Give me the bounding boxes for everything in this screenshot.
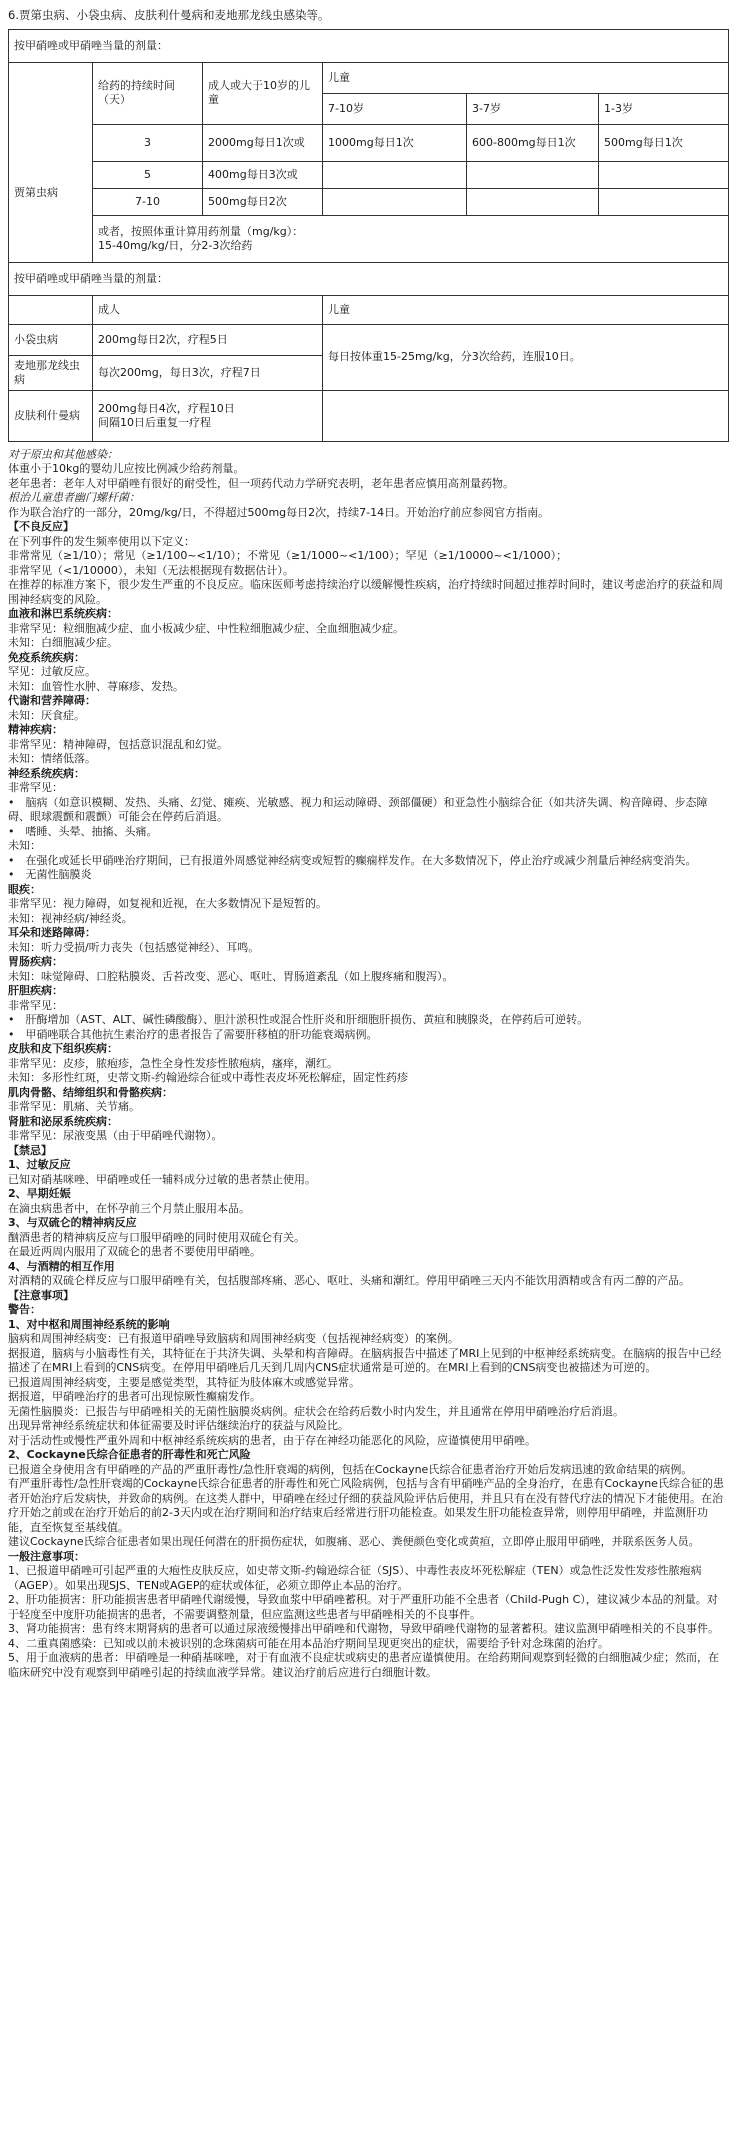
subheading: 精神疾病：	[8, 723, 63, 736]
child-dose-cell	[599, 188, 729, 215]
child-dose-cell	[323, 161, 467, 188]
paragraph: 5、用于血液病的患者：甲硝唑是一种硝基咪唑，对于有血液不良症状或病史的患者应谨慎使用。在给药期间观察到轻微的白细胞减少症；然而，在临床研究中没有观察到甲硝唑引起的持续血液学异常。建议治疗前后应进行白细胞计数。	[8, 1651, 719, 1679]
age-7-10: 7-10岁	[323, 93, 467, 124]
dosage-table	[8, 29, 729, 442]
col-duration: 给药的持续时间（天）	[93, 62, 203, 124]
paragraph: 未知：白细胞减少症。	[8, 636, 118, 649]
subheading-protozoa: 对于原虫和其他感染：	[8, 447, 118, 461]
subheading: 眼疾：	[8, 882, 41, 896]
paragraph: 已知对硝基咪唑、甲硝唑或任一辅料成分过敏的患者禁止使用。	[8, 1172, 316, 1186]
bullet-item: • 脑病（如意识模糊、发热、头痛、幻觉、瘫痪、光敏感、视力和运动障碍、颈部僵硬）和亚急性小脑综合征（如共济失调、构音障碍、步态障碍、眼球震颤和震颤）可能会在停药后消退。	[8, 795, 708, 823]
col-child: 儿童	[323, 62, 729, 93]
paragraph: 未知：味觉障碍、口腔粘膜炎、舌苔改变、恶心、呕吐、胃肠道紊乱（如上腹疼痛和腹泻）。	[8, 969, 454, 983]
paragraph: 罕见：过敏反应。	[8, 665, 96, 678]
weight-dose-line-2: 15-40mg/kg/日，分2-3次给药	[98, 238, 253, 252]
paragraph: 未知：多形性红斑，史蒂文斯-约翰逊综合征或中毒性表皮坏死松解症，固定性药疹	[8, 1071, 408, 1084]
paragraph: 非常罕见：视力障碍，如复视和近视，在大多数情况下是短暂的。	[8, 897, 327, 910]
leish-dose-line-2: 间隔10日后重复一疗程	[98, 415, 211, 429]
table-header-1: 按甲硝唑或甲硝唑当量的剂量：	[9, 29, 729, 62]
subheading: 代谢和营养障碍：	[8, 694, 96, 707]
paragraph: 2、肝功能损害：肝功能损害患者甲硝唑代谢缓慢，导致血浆中甲硝唑蓄积。对于严重肝功能不全患者（Child-Pugh C），建议减少本品的剂量。对于轻度至中度肝功能损害的患者，不需要调整剂量，但应监测这些患者与甲硝唑相关的不良事件。	[8, 1593, 718, 1621]
age-1-3: 1-3岁	[599, 93, 729, 124]
paragraph: 在下列事件的发生频率使用以下定义：	[8, 534, 195, 548]
paragraph: 非常罕见：尿液变黑（由于甲硝唑代谢物）。	[8, 1129, 223, 1142]
section-contraindications: 【禁忌】	[8, 1143, 52, 1157]
child-dose-cell: 1000mg每日1次	[323, 124, 467, 161]
blank-cell	[9, 295, 93, 324]
child-dose-cell	[467, 188, 599, 215]
subheading: 1、过敏反应	[8, 1158, 71, 1171]
subheading-hpylori: 根治儿童患者幽门螺杆菌：	[8, 491, 140, 504]
paragraph: 对于活动性或慢性严重外周和中枢神经系统疾病的患者，由于存在神经功能恶化的风险，应谨慎使用甲硝唑。	[8, 1433, 536, 1447]
bullet-item: • 无菌性脑膜炎	[8, 868, 92, 881]
paragraph: 在推荐的标准方案下，很少发生严重的不良反应。临床医师考虑持续治疗以缓解慢性疾病，治疗持续时间超过推荐时间时，建议考虑治疗的获益和周围神经病变的风险。	[8, 578, 723, 606]
col-child-2: 儿童	[323, 295, 729, 324]
section-precautions: 【注意事项】	[8, 1288, 74, 1302]
bullet-item: • 甲硝唑联合其他抗生素治疗的患者报告了需要肝移植的肝功能衰竭病例。	[8, 1027, 378, 1041]
child-dose-cell	[323, 188, 467, 215]
paragraph: 出现异常神经系统症状和体征需要及时评估继续治疗的获益与风险比。	[8, 1419, 349, 1432]
paragraph: 未知：血管性水肿、荨麻疹、发热。	[8, 679, 184, 693]
disease-giardiasis: 贾第虫病	[9, 124, 93, 262]
paragraph: 非常罕见：	[8, 998, 63, 1012]
paragraph: 在最近两周内服用了双硫仑的患者不要使用甲硝唑。	[8, 1245, 261, 1258]
weight-dose-cell	[93, 215, 729, 262]
subheading: 皮肤和皮下组织疾病：	[8, 1042, 118, 1055]
leish-dose-line-1: 200mg每日4次，疗程10日	[98, 401, 235, 415]
paragraph: 非常罕见（<1/10000），未知（无法根据现有数据估计）。	[8, 563, 294, 577]
adult-dose-cell: 400mg每日3次或	[203, 161, 323, 188]
paragraph: 非常罕见：	[8, 781, 63, 794]
paragraph: 非常罕见：皮疹，脓疱疹，急性全身性发疹性脓疱病，瘙痒，潮红。	[8, 1056, 338, 1070]
paragraph: 3、肾功能损害：患有终末期肾病的患者可以通过尿液缓慢排出甲硝唑和代谢物，导致甲硝唑代谢物的显著蓄积。建议监测甲硝唑相关的不良事件。	[8, 1622, 719, 1635]
subheading: 2、Cockayne氏综合征患者的肝毒性和死亡风险	[8, 1448, 251, 1461]
paragraph: 1、已报道甲硝唑可引起严重的大疱性皮肤反应，如史蒂文斯-约翰逊综合征（SJS）、中毒性表皮坏死松解症（TEN）或急性泛发性发疹性脓疱病（AGEP）。如果出现SJS、TEN或AGEP的症状或体征，必须立即停止本品的治疗。	[8, 1564, 702, 1592]
disease-balantidiasis: 小袋虫病	[9, 324, 93, 355]
weight-dose-line-1: 或者，按照体重计算用药剂量（mg/kg）：	[98, 224, 304, 238]
adult-dose-cell: 500mg每日2次	[203, 188, 323, 215]
child-dose-all: 每日按体重15-25mg/kg，分3次给药，连服10日。	[323, 324, 729, 390]
paragraph: 非常罕见：肌痛、关节痛。	[8, 1100, 140, 1113]
subheading: 肌肉骨骼、结缔组织和骨骼疾病：	[8, 1085, 173, 1099]
paragraph: 非常罕见：精神障碍，包括意识混乱和幻觉。	[8, 737, 228, 751]
body-text	[8, 448, 728, 1681]
balantidiasis-dose: 200mg每日2次，疗程5日	[93, 324, 323, 355]
paragraph: 有严重肝毒性/急性肝衰竭的Cockayne氏综合征患者的肝毒性和死亡风险病例，包括与含有甲硝唑产品的全身治疗，在患有Cockayne氏综合征的患者开始治疗后发病快，并致命的病例。在这类人群中，甲硝唑在经过仔细的获益风险评估后使用，并且只有在没有替代疗法的情况下才能使用。在治疗开始之前或在治疗开始后的前2-3天内或在治疗期间和治疗结束后经常进行肝功能检查。如果发生肝功能检查异常，则停用甲硝唑，并监测肝功能，直至恢复至基线值。	[8, 1477, 724, 1534]
subheading-warnings: 警告：	[8, 1303, 41, 1316]
paragraph: 已报道全身使用含有甲硝唑的产品的严重肝毒性/急性肝衰竭的病例，包括在Cockayne氏综合征患者治疗开始后发病迅速的致命结果的病例。	[8, 1462, 693, 1476]
subheading: 胃肠疾病：	[8, 955, 63, 968]
disease-dracunculiasis: 麦地那龙线虫病	[9, 355, 93, 390]
paragraph: 未知：情绪低落。	[8, 752, 96, 765]
paragraph: 非常常见（≥1/10）；常见（≥1/100~<1/10）；不常见（≥1/1000~<1/100）；罕见（≥1/10000~<1/1000）；	[8, 549, 568, 562]
paragraph: 建议Cockayne氏综合征患者如果出现任何潜在的肝损伤症状，如腹痛、恶心、粪便颜色变化或黄疸，立即停止服用甲硝唑，并联系医务人员。	[8, 1535, 700, 1548]
col-adult-2: 成人	[93, 295, 323, 324]
days-cell: 7-10	[93, 188, 203, 215]
bullet-item: • 肝酶增加（AST、ALT、碱性磷酸酶）、胆汁淤积性或混合性肝炎和肝细胞肝损伤、黄疸和胰腺炎，在停药后可逆转。	[8, 1013, 589, 1026]
child-dose-cell: 600-800mg每日1次	[467, 124, 599, 161]
paragraph: 未知：厌食症。	[8, 708, 85, 722]
subheading: 4、与酒精的相互作用	[8, 1259, 115, 1273]
bullet-item: • 嗜睡、头晕、抽搐、头痛。	[8, 824, 158, 838]
paragraph: 老年患者：老年人对甲硝唑有很好的耐受性，但一项药代动力学研究表明，老年患者应慎用高剂量药物。	[8, 476, 514, 490]
child-dose-cell	[467, 161, 599, 188]
subheading: 肾脏和泌尿系统疾病：	[8, 1114, 118, 1128]
paragraph: 据报道，甲硝唑治疗的患者可出现惊厥性癫痫发作。	[8, 1390, 261, 1403]
paragraph: 未知：视神经病/神经炎。	[8, 911, 133, 925]
age-3-7: 3-7岁	[467, 93, 599, 124]
subheading-general: 一般注意事项：	[8, 1549, 85, 1563]
paragraph: 未知：	[8, 839, 41, 852]
blank-cell	[9, 62, 93, 124]
days-cell: 3	[93, 124, 203, 161]
paragraph: 4、二重真菌感染：已知或以前未被识别的念珠菌病可能在用本品治疗期间呈现更突出的症状，需要给予针对念珠菌的治疗。	[8, 1636, 609, 1650]
adult-dose-cell: 2000mg每日1次或	[203, 124, 323, 161]
subheading: 3、与双硫仑的精神病反应	[8, 1216, 137, 1229]
subheading: 耳朵和迷路障碍：	[8, 926, 96, 939]
dracunculiasis-dose: 每次200mg，每日3次，疗程7日	[93, 355, 323, 390]
child-dose-cell	[599, 161, 729, 188]
paragraph: 非常罕见：粒细胞减少症、血小板减少症、中性粒细胞减少症、全血细胞减少症。	[8, 621, 404, 635]
paragraph: 未知：听力受损/听力丧失（包括感觉神经）、耳鸣。	[8, 940, 260, 954]
paragraph: 酗酒患者的精神病反应与口服甲硝唑的同时使用双硫仑有关。	[8, 1230, 305, 1244]
subheading: 1、对中枢和周围神经系统的影响	[8, 1317, 170, 1331]
bullet-item: • 在强化或延长甲硝唑治疗期间，已有报道外周感觉神经病变或短暂的癫痫样发作。在大多数情况下，停止治疗或减少剂量后神经病变消失。	[8, 853, 697, 867]
table-header-2: 按甲硝唑或甲硝唑当量的剂量：	[9, 262, 729, 295]
child-dose-cell: 500mg每日1次	[599, 124, 729, 161]
section-adverse-reactions: 【不良反应】	[8, 520, 74, 533]
col-adult: 成人或大于10岁的儿童	[203, 62, 323, 124]
subheading: 2、早期妊娠	[8, 1187, 71, 1200]
days-cell: 5	[93, 161, 203, 188]
paragraph: 脑病和周围神经病变：已有报道甲硝唑导致脑病和周围神经病变（包括视神经病变）的案例。	[8, 1332, 459, 1345]
paragraph: 对酒精的双硫仑样反应与口服甲硝唑有关，包括腹部疼痛、恶心、呕吐、头痛和潮红。停用甲硝唑三天内不能饮用酒精或含有丙二醇的产品。	[8, 1274, 690, 1287]
subheading: 血液和淋巴系统疾病：	[8, 607, 118, 620]
subheading: 神经系统疾病：	[8, 766, 85, 780]
blank-cell	[323, 390, 729, 441]
paragraph: 据报道，脑病与小脑毒性有关，其特征在于共济失调、头晕和构音障碍。在脑病报告中描述了MRI上见到的中枢神经系统病变。在脑病的报告中已经描述了在MRI上看到的CNS病变。在停用甲硝唑后几天到几周内CNS症状通常是可逆的。在MRI上看到的CNS病变也被描述为可逆的。	[8, 1346, 722, 1374]
subheading: 免疫系统疾病：	[8, 650, 85, 664]
disease-leishmaniasis: 皮肤利什曼病	[9, 390, 93, 441]
intro-line: 6.贾第虫病、小袋虫病、皮肤利什曼病和麦地那龙线虫感染等。	[8, 8, 330, 22]
subheading: 肝胆疾病：	[8, 984, 63, 997]
paragraph: 已报道周围神经病变，主要是感觉类型，其特征为肢体麻木或感觉异常。	[8, 1375, 360, 1389]
leishmaniasis-dose	[93, 390, 323, 441]
paragraph: 作为联合治疗的一部分，20mg/kg/日，不得超过500mg每日2次，持续7-14日。开始治疗前应参阅官方指南。	[8, 505, 550, 519]
paragraph: 在滴虫病患者中，在怀孕前三个月禁止服用本品。	[8, 1201, 250, 1215]
paragraph: 体重小于10kg的婴幼儿应按比例减少给药剂量。	[8, 462, 245, 475]
paragraph: 无菌性脑膜炎：已报告与甲硝唑相关的无菌性脑膜炎病例。症状会在给药后数小时内发生，并且通常在停用甲硝唑治疗后消退。	[8, 1404, 624, 1418]
